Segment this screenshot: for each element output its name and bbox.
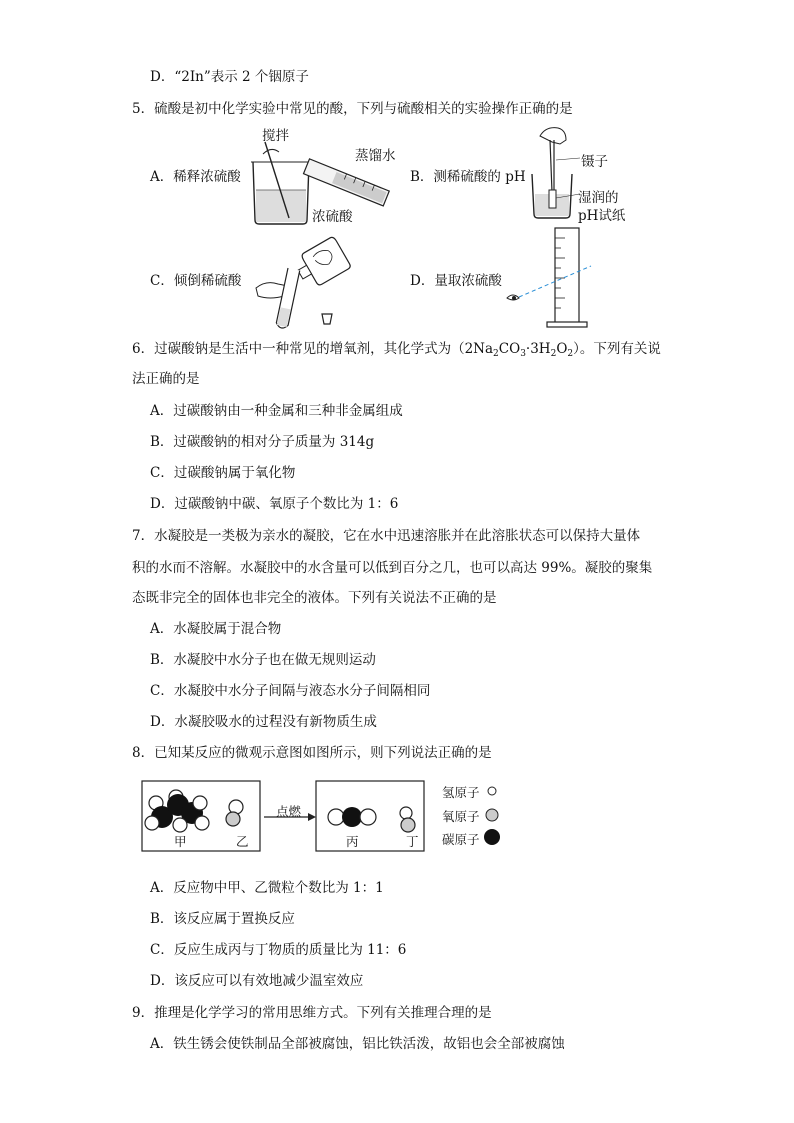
q6-mid-1: CO bbox=[498, 341, 521, 357]
q6-stem-text: 6．过碳酸钠是生活中一种常见的增氧剂，其化学式为（2Na bbox=[132, 341, 494, 357]
q4-option-d: D．“2In”表示 2 个铟原子 bbox=[150, 69, 309, 85]
q5-b-tweezers-label: 镊子 bbox=[581, 154, 608, 170]
q6-option-c: C．过碳酸钠属于氧化物 bbox=[150, 465, 296, 481]
q6-stem-end: ）。下列有关说 bbox=[573, 341, 661, 357]
q7-stem-line-1: 7．水凝胶是一类极为亲水的凝胶，它在水中迅速溶胀并在此溶胀状态可以保持大量体 bbox=[132, 528, 641, 544]
q6-sub-1: 2 bbox=[493, 349, 499, 359]
q5-option-b: B．测稀硫酸的 pH bbox=[410, 169, 526, 185]
q7-stem-line-3: 态既非完全的固体也非完全的液体。下列有关说法不正确的是 bbox=[132, 590, 497, 606]
q8-label-bing: 丙 bbox=[346, 834, 359, 849]
q6-option-b: B．过碳酸钠的相对分子质量为 314g bbox=[150, 434, 375, 450]
q5-a-figure bbox=[245, 130, 425, 230]
q9-stem: 9．推理是化学学习的常用思维方式。下列有关推理合理的是 bbox=[132, 1005, 492, 1021]
q5-a-water-label: 蒸馏水 bbox=[355, 148, 396, 164]
q8-option-c: C．反应生成丙与丁物质的质量比为 11：6 bbox=[150, 942, 407, 958]
q7-option-b: B．水凝胶中水分子也在做无规则运动 bbox=[150, 652, 376, 668]
q6-sub-2: 3 bbox=[520, 349, 526, 359]
q5-option-c: C．倾倒稀硫酸 bbox=[150, 273, 242, 289]
q5-b-paper-label-2: pH试纸 bbox=[578, 208, 626, 224]
q8-legend-c: 碳原子 bbox=[442, 832, 480, 847]
q5-option-a: A．稀释浓硫酸 bbox=[150, 169, 241, 185]
q5-d-figure bbox=[505, 222, 605, 332]
molecule-jia bbox=[145, 790, 209, 832]
q8-option-b: B．该反应属于置换反应 bbox=[150, 911, 295, 927]
q5-b-figure bbox=[526, 122, 586, 222]
q8-option-a: A．反应物中甲、乙微粒个数比为 1：1 bbox=[150, 880, 384, 896]
q8-label-jia: 甲 bbox=[174, 834, 187, 849]
q8-legend-o: 氧原子 bbox=[442, 809, 480, 824]
q5-stem: 5．硫酸是初中化学实验中常见的酸，下列与硫酸相关的实验操作正确的是 bbox=[132, 101, 573, 117]
q6-mid-2: ·3H bbox=[525, 341, 551, 357]
q6-stem-line-1 bbox=[132, 340, 661, 358]
q6-sub-3: 2 bbox=[550, 349, 557, 359]
q5-c-figure bbox=[250, 236, 360, 336]
q5-option-d: D．量取浓硫酸 bbox=[410, 273, 502, 289]
q6-sub-4: 2 bbox=[567, 349, 574, 359]
q8-label-ding: 丁 bbox=[406, 834, 419, 849]
q8-label-yi: 乙 bbox=[236, 834, 249, 849]
q8-arrow-label: 点燃 bbox=[276, 804, 302, 819]
q6-option-d: D．过碳酸钠中碳、氧原子个数比为 1：6 bbox=[150, 496, 399, 512]
q7-option-a: A．水凝胶属于混合物 bbox=[150, 621, 282, 637]
q7-option-d: D．水凝胶吸水的过程没有新物质生成 bbox=[150, 714, 377, 730]
q6-mid-3: O bbox=[556, 341, 568, 357]
molecule-bing bbox=[328, 807, 376, 827]
q8-stem: 8．已知某反应的微观示意图如图所示，则下列说法正确的是 bbox=[132, 745, 492, 761]
q7-stem-line-2: 积的水而不溶解。水凝胶中的水含量可以低到百分之几，也可以高达 99%。凝胶的聚集 bbox=[132, 560, 653, 576]
q5-a-acid-label: 浓硫酸 bbox=[312, 209, 353, 225]
q9-option-a: A．铁生锈会使铁制品全部被腐蚀，铝比铁活泼，故铝也会全部被腐蚀 bbox=[150, 1036, 565, 1052]
q5-b-paper-label-1: 湿润的 bbox=[578, 190, 619, 206]
q6-option-a: A．过碳酸钠由一种金属和三种非金属组成 bbox=[150, 403, 403, 419]
q7-option-c: C．水凝胶中水分子间隔与液态水分子间隔相同 bbox=[150, 683, 431, 699]
q8-legend-h: 氢原子 bbox=[442, 785, 480, 800]
q6-stem-line-2: 法正确的是 bbox=[132, 371, 200, 387]
q8-option-d: D．该反应可以有效地减少温室效应 bbox=[150, 973, 364, 989]
q5-a-stir-label: 搅拌 bbox=[262, 128, 289, 144]
